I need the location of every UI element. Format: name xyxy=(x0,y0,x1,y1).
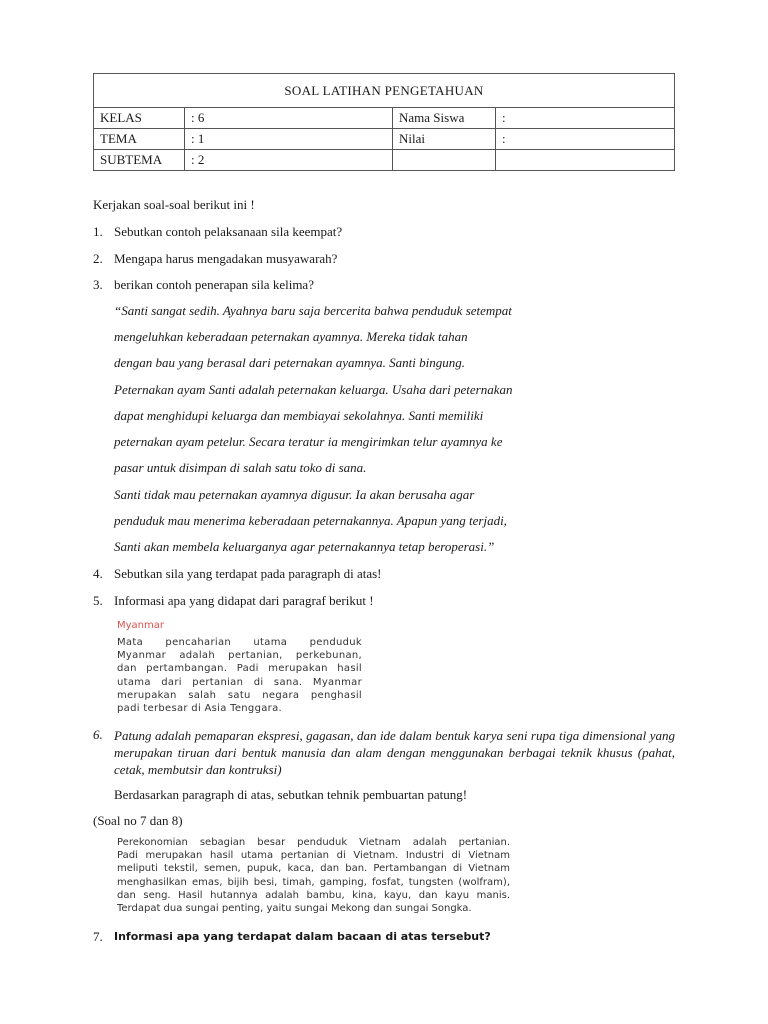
paragraph-line: Perekonomian sebagian besar penduduk Vietnam adalah pertanian. xyxy=(117,837,510,848)
value-nilai[interactable]: : xyxy=(496,129,675,150)
empty-cell xyxy=(496,150,675,171)
paragraph-line: dan pertambangan. Padi merupakan hasil xyxy=(117,663,362,675)
paragraph-line: Mata pencaharian utama penduduk xyxy=(117,637,362,648)
value-tema: : 1 xyxy=(185,129,393,150)
question-number: 1. xyxy=(93,224,103,239)
label-subtema: SUBTEMA xyxy=(94,150,185,171)
story-line: Santi akan membela keluarganya agar peternakannya tetap beroperasi.” xyxy=(114,539,495,554)
paragraph-line: padi terbesar di Asia Tenggara. xyxy=(117,703,282,715)
question-number: 6. xyxy=(93,727,103,742)
myanmar-paragraph xyxy=(117,636,362,715)
paragraph-line: Terdapat dua sungai penting, yaitu sungai Mekong dan sungai Songka. xyxy=(117,903,472,915)
paragraph-line: dan seng. Hasil hutannya adalah bambu, kina, kayu, dan kayu manis. xyxy=(117,889,510,901)
question-text: Sebutkan sila yang terdapat pada paragraph di atas! xyxy=(114,566,382,581)
label-nama-siswa: Nama Siswa xyxy=(393,108,496,129)
patung-paragraph: Patung adalah pemaparan ekspresi, gagasan, dan ide dalam bentuk karya seni rupa tiga dimensional yang merupakan tiruan dari bentuk manusia dan alam dengan menggunakan berbagai teknik khusus (pahat, cetak, membutsir dan kontruksi) xyxy=(114,728,675,777)
story-line: mengeluhkan keberadaan peternakan ayamnya. Mereka tidak tahan xyxy=(114,329,468,344)
question-text: Sebutkan contoh pelaksanaan sila keempat? xyxy=(114,224,343,239)
story-line: Santi tidak mau peternakan ayamnya digusur. Ia akan berusaha agar xyxy=(114,487,475,502)
story-line: penduduk mau menerima keberadaan peternakannya. Apapun yang terjadi, xyxy=(114,513,507,528)
table-row xyxy=(94,150,675,171)
instruction: Kerjakan soal-soal berikut ini ! xyxy=(93,197,255,212)
story-line: peternakan ayam petelur. Secara teratur ia mengirimkan telur ayamnya ke xyxy=(114,434,503,449)
question-text: Mengapa harus mengadakan musyawarah? xyxy=(114,251,338,266)
value-subtema: : 2 xyxy=(185,150,393,171)
paragraph-line: utama dari pertanian di sana. Myanmar xyxy=(117,676,362,688)
question-text: Berdasarkan paragraph di atas, sebutkan tehnik pembuartan patung! xyxy=(114,787,468,802)
paragraph-line: Padi merupakan hasil utama pertanian di Vietnam. Industri di Vietnam xyxy=(117,850,510,862)
story-line: “Santi sangat sedih. Ayahnya baru saja bercerita bahwa penduduk setempat xyxy=(114,303,512,318)
value-kelas: : 6 xyxy=(185,108,393,129)
label-kelas: KELAS xyxy=(94,108,185,129)
header-table xyxy=(93,73,675,171)
story-line: pasar untuk disimpan di salah satu toko di sana. xyxy=(114,460,367,475)
paragraph-line: merupakan salah satu negara penghasil xyxy=(117,689,362,701)
label-nilai: Nilai xyxy=(393,129,496,150)
paragraph-line: Myanmar adalah pertanian, perkebunan, xyxy=(117,650,362,662)
question-number: 2. xyxy=(93,251,103,266)
soal-note: (Soal no 7 dan 8) xyxy=(93,813,183,828)
value-nama-siswa[interactable]: : xyxy=(496,108,675,129)
question-text: berikan contoh penerapan sila kelima? xyxy=(114,277,314,292)
table-row xyxy=(94,108,675,129)
question-number: 4. xyxy=(93,566,103,581)
question-number: 5. xyxy=(93,593,103,608)
story-line: Peternakan ayam Santi adalah peternakan keluarga. Usaha dari peternakan xyxy=(114,382,513,397)
myanmar-title: Myanmar xyxy=(117,620,164,631)
empty-cell xyxy=(393,150,496,171)
question-text: Informasi apa yang didapat dari paragraf berikut ! xyxy=(114,593,374,608)
paragraph-line: menghasilkan emas, bijih besi, timah, gamping, fosfat, tungsten (wolfram), xyxy=(117,876,510,888)
question-number: 7. xyxy=(93,929,103,944)
page-title: SOAL LATIHAN PENGETAHUAN xyxy=(94,74,675,108)
story-line: dengan bau yang berasal dari peternakan ayamnya. Santi bingung. xyxy=(114,355,465,370)
vietnam-paragraph xyxy=(117,836,510,915)
table-row xyxy=(94,129,675,150)
question-text: Informasi apa yang terdapat dalam bacaan di atas tersebut? xyxy=(114,930,491,943)
paragraph-line: meliputi tekstil, semen, pupuk, kaca, dan ban. Pertambangan di Vietnam xyxy=(117,863,510,875)
question-number: 3. xyxy=(93,277,103,292)
label-tema: TEMA xyxy=(94,129,185,150)
story-line: dapat menghidupi keluarga dan membiayai sekolahnya. Santi memiliki xyxy=(114,408,484,423)
